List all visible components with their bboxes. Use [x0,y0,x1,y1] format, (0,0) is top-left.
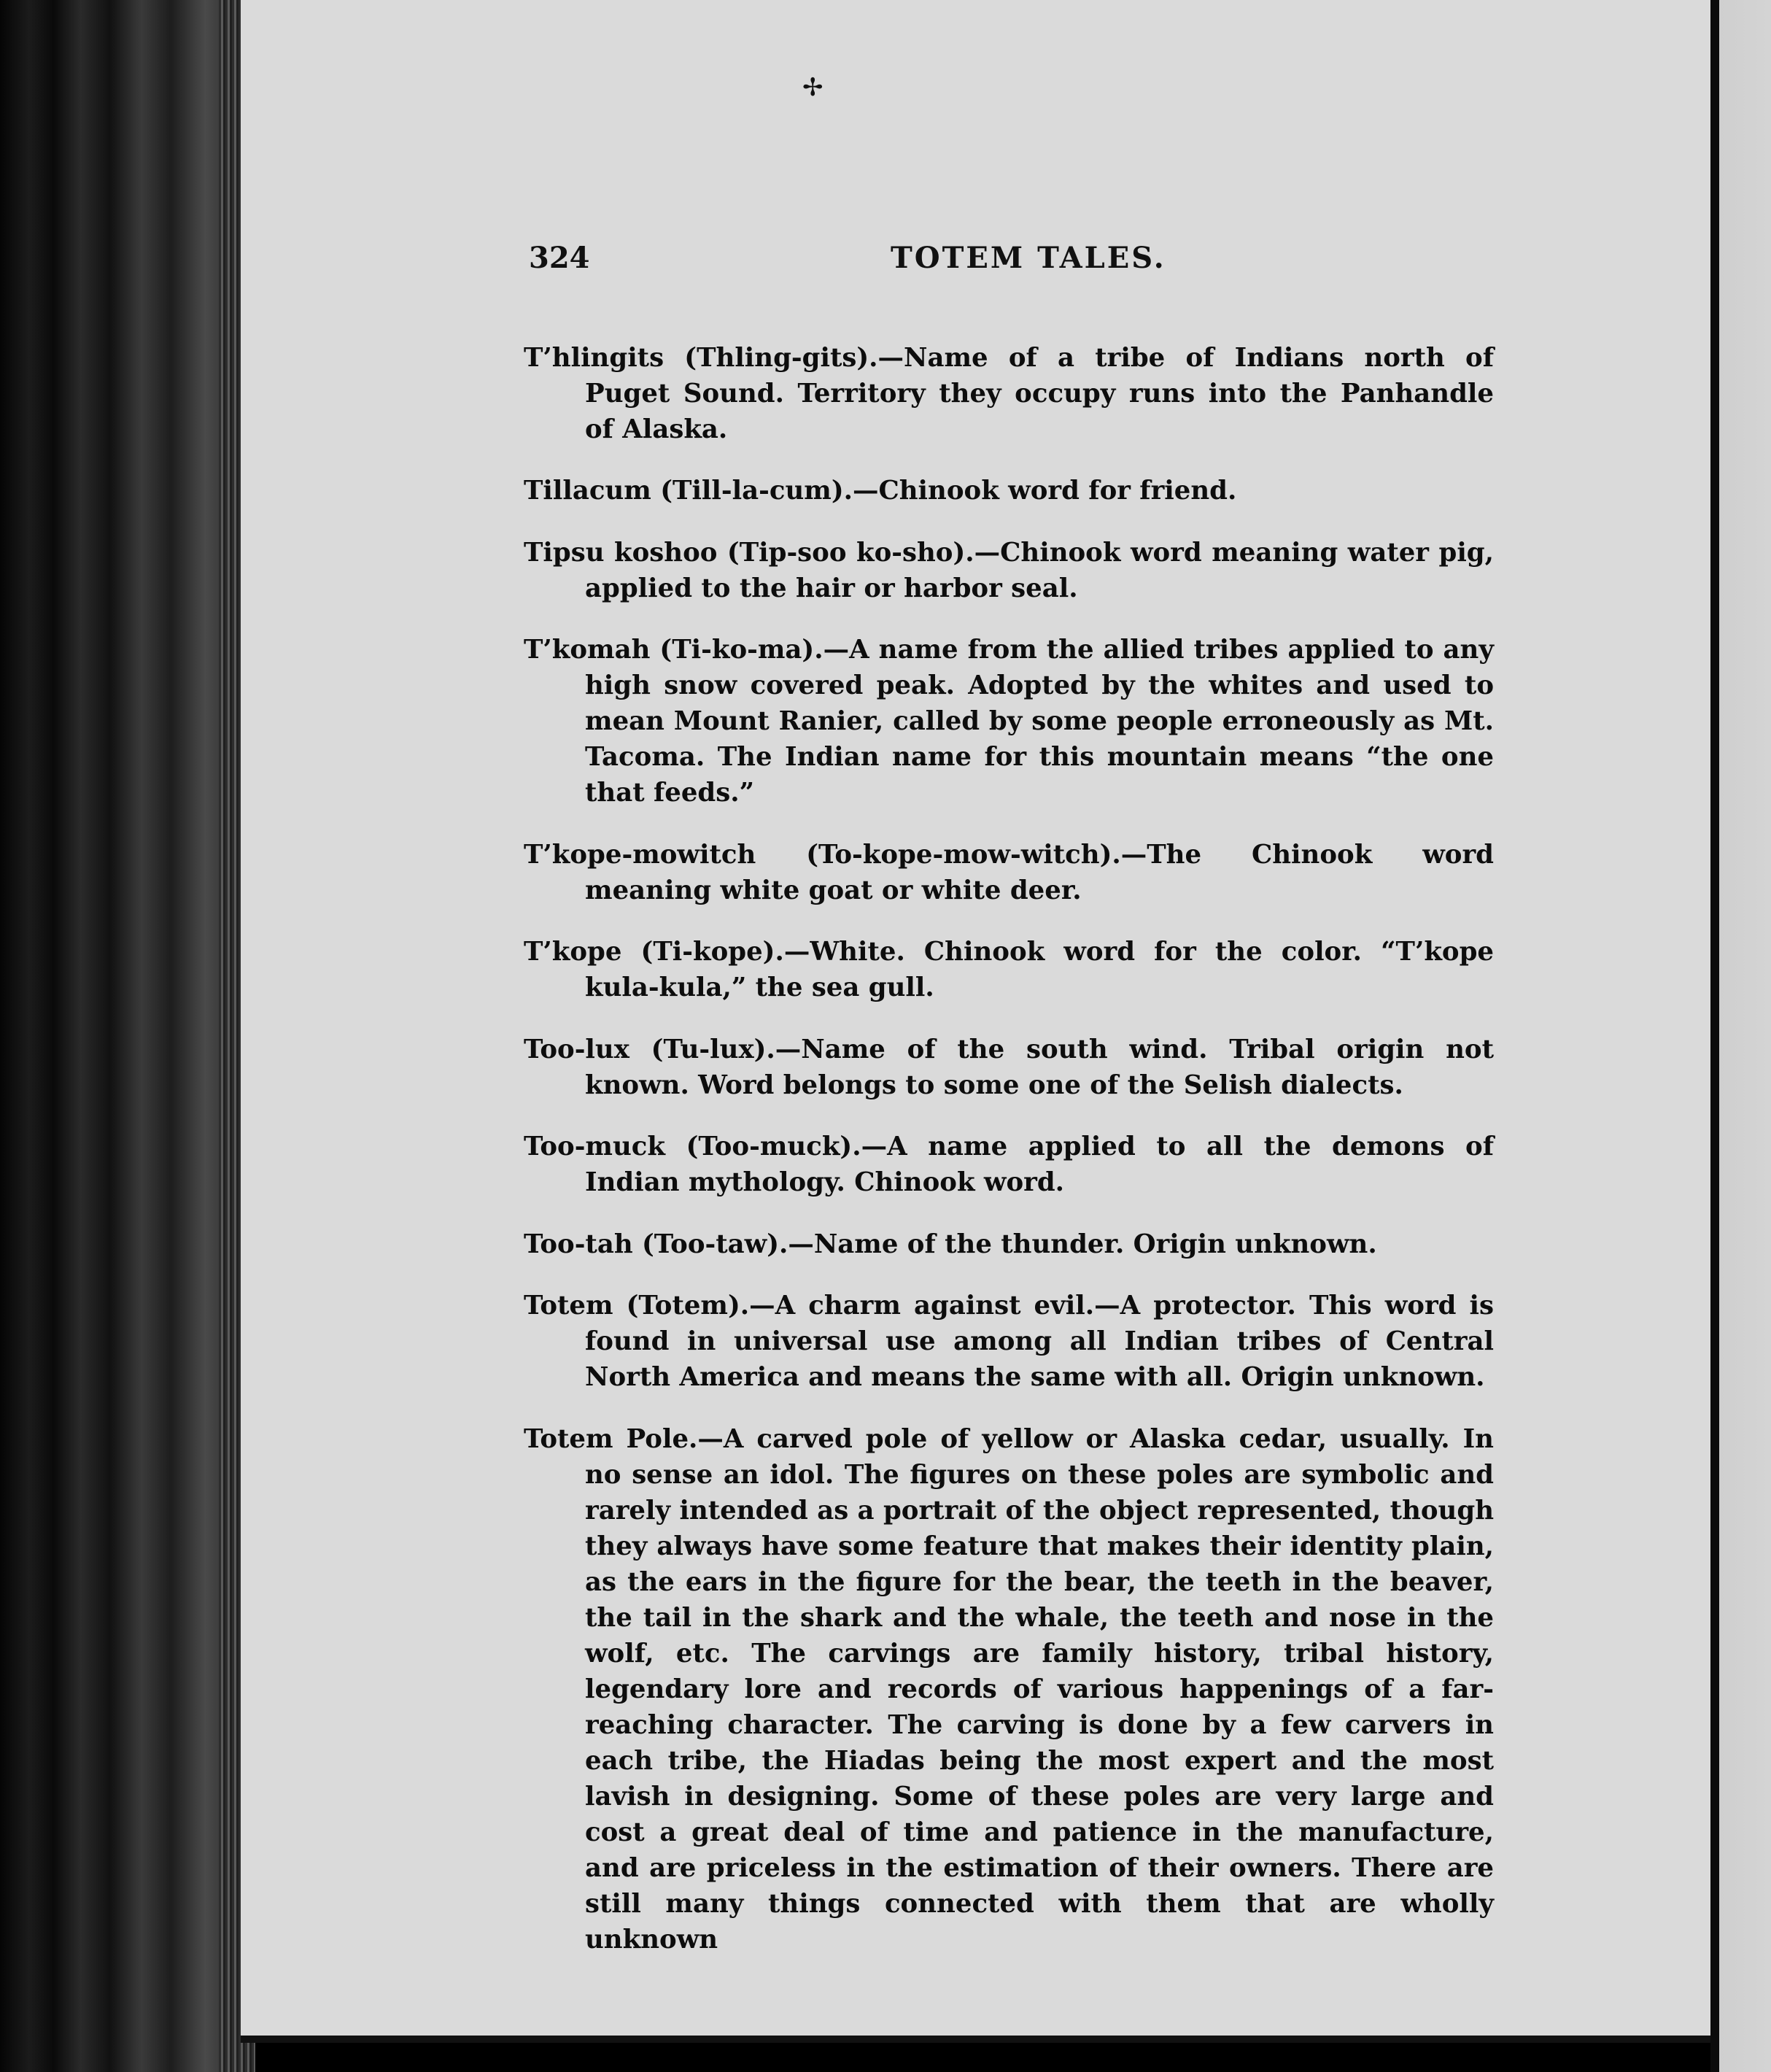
glossary-entry: Tillacum (Till-la-cum).—Chinook word for friend. [524,476,1237,506]
book-spine-edge [0,0,244,2072]
facing-page-edge [1710,0,1771,2072]
glossary-entries [524,314,1494,1957]
running-title: TOTEM TALES. [891,241,1166,275]
glossary-entry: Too-tah (Too-taw).—Name of the thunder. Origin unknown. [524,1229,1377,1259]
glossary-entry: Totem (Totem).—A charm against evil.—A protector. This word is found in universal use among all Indian tribes of Central North America and means the same with all. Origin unknown. [524,1291,1494,1392]
running-head [529,241,1521,285]
glossary-entry: T’kope-mowitch (To-kope-mow-witch).—The Chinook word meaning white goat or white deer. [524,839,1494,905]
glossary-entry: T’hlingits (Thling-gits).—Name of a tribe of Indians north of Puget Sound. Territory they occupy runs into the Panhandle of Alaska. [524,342,1494,444]
glossary-entry: T’komah (Ti-ko-ma).—A name from the allied tribes applied to any high snow covered peak. Adopted by the whites and used to mean Mount Ranier, called by some people erroneously as Mt. Tacoma. The Indian name for this mountain means “the one that feeds.” [524,635,1494,808]
printer-ornament: ✢ [802,73,824,102]
page-number: 324 [529,241,590,275]
glossary-entry: Totem Pole.—A carved pole of yellow or Alaska cedar, usually. In no sense an idol. The figures on these poles are symbolic and rarely intended as a portrait of the object represented, though they always have some feature that makes their identity plain, as the ears in the figure for the bear, the teeth in the beaver, the tail in the shark and the whale, the teeth and nose in the wolf, etc. The carvings are family history, tribal history, legendary lore and records of various happenings of a far-reaching character. The carving is done by a few carvers in each tribe, the Hiadas being the most expert and the most lavish in designing. Some of these poles are very large and cost a great deal of time and patience in the manufacture, and are priceless in the estimation of their owners. There are still many things connected with them that are wholly unknown [524,1423,1494,1955]
glossary-entry: Too-muck (Too-muck).—A name applied to all the demons of Indian mythology. Chinook word. [524,1132,1494,1197]
glossary-entry: T’kope (Ti-kope).—White. Chinook word for the color. “T’kope kula-kula,” the sea gull. [524,937,1494,1002]
glossary-entry: Too-lux (Tu-lux).—Name of the south wind. Tribal origin not known. Word belongs to some one of the Selish dialects. [524,1034,1494,1100]
glossary-entry: Tipsu koshoo (Tip-soo ko-sho).—Chinook word meaning water pig, applied to the hair or harbor seal. [524,537,1494,603]
